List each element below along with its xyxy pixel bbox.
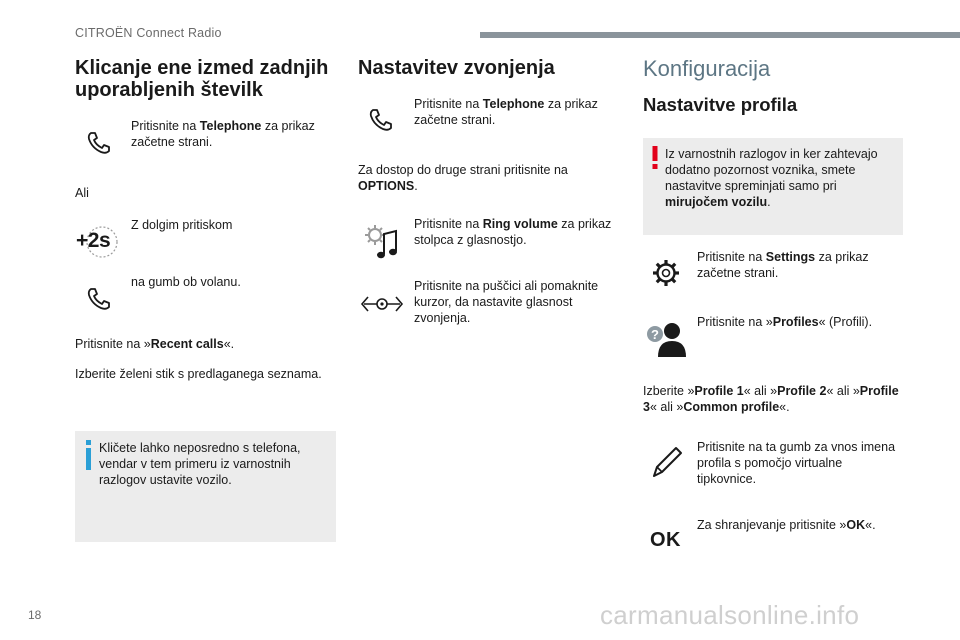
watermark-url: carmanualsonline.info	[600, 600, 860, 630]
profile-user-icon	[645, 320, 687, 358]
page-number: 18	[28, 608, 42, 622]
step-ring-volume: Pritisnite na Ring volume za prikaz stolpca z glasnostjo.	[414, 217, 612, 247]
step-select-profile: Izberite »Profile 1« ali »Profile 2« ali »Profile 3« ali »Common profile«.	[643, 384, 899, 414]
step-steering-button: na gumb ob volanu.	[131, 275, 241, 289]
manual-header-title: CITROËN Connect Radio	[75, 26, 222, 40]
step-options: Za dostop do druge strani pritisnite na OPTIONS.	[358, 163, 568, 193]
phone-icon	[86, 130, 112, 156]
step-save-ok: Za shranjevanje pritisnite »OK«.	[697, 518, 876, 532]
section-heading-configuration: Konfiguracija	[643, 56, 771, 81]
svg-text:?: ?	[651, 327, 659, 342]
step-press-telephone-2: Pritisnite na Telephone za prikaz začetne strani.	[414, 97, 598, 127]
info-note-box	[75, 431, 336, 542]
step-long-press: Z dolgim pritiskom	[131, 218, 233, 232]
or-label: Ali	[75, 186, 89, 200]
step-select-contact: Izberite želeni stik s predlaganega seznama.	[75, 367, 322, 381]
long-press-2s-icon: +2s	[76, 224, 120, 260]
warning-note-text: Iz varnostnih razlogov in ker zahtevajo dodatno pozornost voznika, smete nastavitve spreminjati samo pri mirujočem vozilu.	[665, 147, 878, 209]
section-heading-ringtone: Nastavitev zvonjenja	[358, 57, 555, 79]
info-note-text: Kličete lahko neposredno s telefona, vendar v tem primeru iz varnostnih razlogov ustavite vozilo.	[99, 441, 301, 487]
step-adjust-volume: Pritisnite na puščici ali pomaknite kurzor, da nastavite glasnost zvonjenja.	[414, 279, 599, 325]
volume-slider-arrows-icon	[360, 293, 404, 315]
info-icon	[85, 440, 93, 470]
warning-note-box	[643, 138, 903, 235]
ring-volume-settings-icon	[362, 222, 402, 262]
step-press-settings: Pritisnite na Settings za prikaz začetne strani.	[697, 250, 869, 280]
warning-icon	[651, 146, 659, 170]
phone-icon	[86, 286, 112, 312]
step-press-profiles: Pritisnite na »Profiles« (Profili).	[697, 315, 873, 329]
header-accent-bar	[480, 32, 960, 38]
phone-icon	[368, 107, 394, 133]
edit-pencil-icon	[648, 443, 684, 479]
section-subheading-profiles: Nastavitve profila	[643, 94, 798, 115]
step-press-telephone: Pritisnite na Telephone za prikaz začetne strani.	[131, 119, 315, 149]
ok-button-icon: OK	[650, 529, 681, 551]
settings-gear-icon	[651, 258, 681, 288]
section-heading-recent-calls: Klicanje ene izmed zadnjih uporabljenih številk	[75, 57, 329, 101]
step-recent-calls: Pritisnite na »Recent calls«.	[75, 337, 235, 351]
step-enter-profile-name: Pritisnite na ta gumb za vnos imena profila s pomočjo virtualne tipkovnice.	[697, 440, 896, 486]
